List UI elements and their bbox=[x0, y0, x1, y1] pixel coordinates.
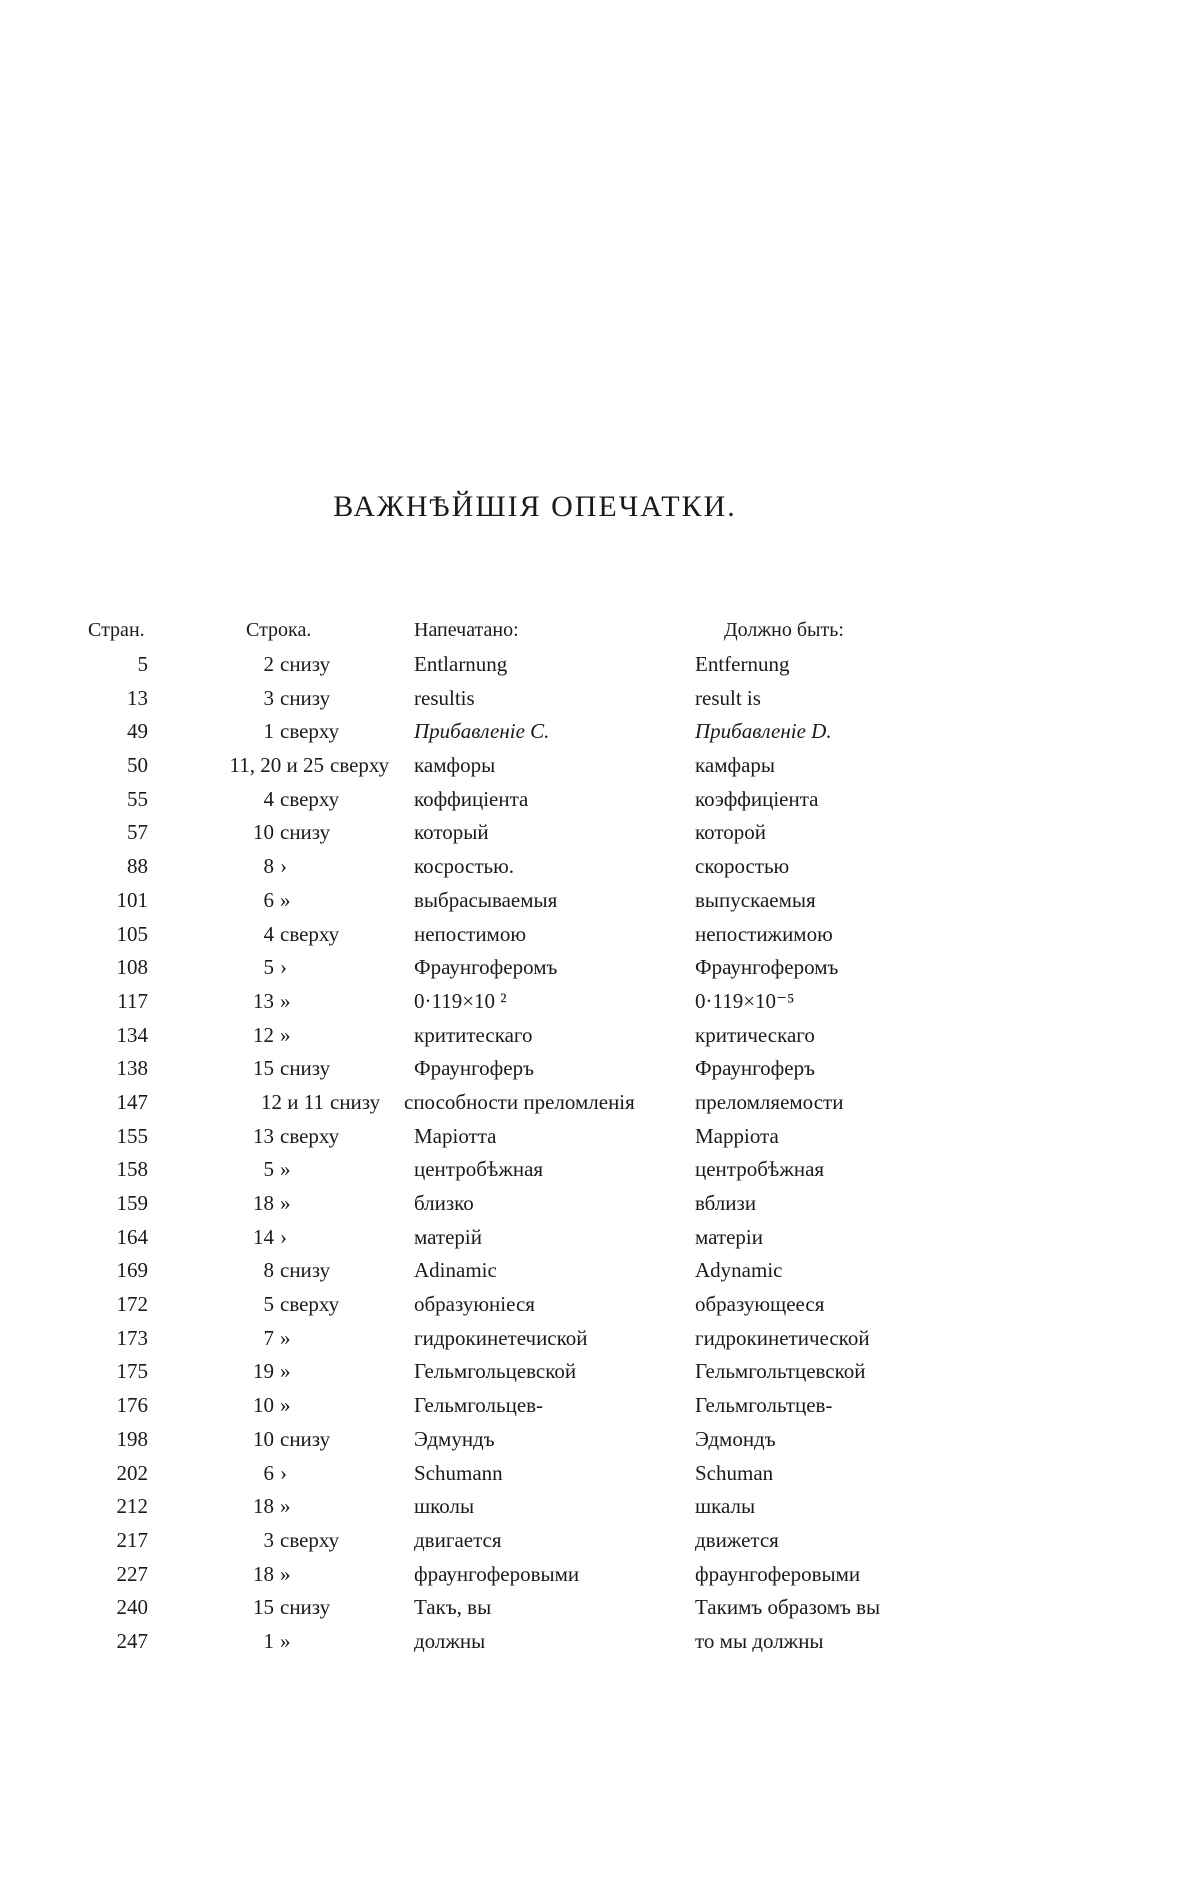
line-number: 10 bbox=[253, 1393, 274, 1418]
line-number: 4 bbox=[263, 786, 274, 811]
page-number: 164 bbox=[116, 1224, 148, 1249]
correct-text: Schuman bbox=[695, 1460, 774, 1485]
printed-text: двигается bbox=[414, 1527, 502, 1552]
errata-table bbox=[84, 612, 984, 1659]
line-position: » bbox=[280, 1628, 291, 1653]
correct-text: Adynamic bbox=[695, 1258, 783, 1283]
printed-text: выбрасываемыя bbox=[414, 887, 558, 912]
line-position: › bbox=[280, 1224, 287, 1249]
line-number: 4 bbox=[263, 921, 274, 946]
line-position: » bbox=[280, 988, 291, 1013]
printed-text: коффиціента bbox=[414, 786, 529, 811]
line-number: 19 bbox=[253, 1359, 274, 1384]
table-row bbox=[84, 1254, 984, 1288]
line-position: сверху bbox=[280, 1527, 340, 1552]
table-row bbox=[84, 1423, 984, 1457]
line-number: 6 bbox=[263, 1460, 274, 1485]
table-row bbox=[84, 1355, 984, 1389]
page-number: 134 bbox=[116, 1022, 148, 1047]
printed-text: способности преломленія bbox=[404, 1089, 635, 1114]
correct-text: критическаго bbox=[695, 1022, 815, 1047]
correct-text: 0·119×10⁻⁵ bbox=[695, 988, 795, 1013]
table-row bbox=[84, 850, 984, 884]
correct-text: движется bbox=[695, 1527, 779, 1552]
correct-text: Гельмгольтцевской bbox=[695, 1359, 866, 1384]
correct-text: матеріи bbox=[695, 1224, 763, 1249]
line-position: сверху bbox=[280, 1292, 340, 1317]
line-position: снизу bbox=[280, 820, 331, 845]
correct-text: Гельмгольтцев- bbox=[695, 1393, 833, 1418]
page-number: 169 bbox=[116, 1258, 148, 1283]
line-position: » bbox=[280, 1191, 291, 1215]
correct-text: шкалы bbox=[695, 1494, 756, 1519]
line-number: 5 bbox=[263, 955, 274, 980]
correct-text: вблизи bbox=[695, 1191, 757, 1215]
printed-text: Entlarnung bbox=[414, 652, 508, 676]
line-number: 7 bbox=[263, 1325, 274, 1350]
page-number: 5 bbox=[137, 652, 148, 676]
table-row bbox=[84, 1558, 984, 1592]
page-number: 105 bbox=[116, 921, 148, 946]
line-position: › bbox=[280, 854, 287, 879]
correct-text: result is bbox=[695, 685, 761, 710]
page-number: 159 bbox=[116, 1191, 148, 1215]
line-number: 3 bbox=[263, 1527, 274, 1552]
printed-text: 0·119×10 ² bbox=[414, 988, 507, 1013]
correct-text: Такимъ образомъ вы bbox=[695, 1595, 881, 1620]
header-printed: Напечатано: bbox=[414, 619, 519, 641]
page-number: 50 bbox=[127, 753, 148, 778]
page-number: 49 bbox=[127, 719, 148, 744]
printed-text: который bbox=[414, 820, 489, 845]
table-row bbox=[84, 682, 984, 716]
correct-text: то мы должны bbox=[695, 1628, 824, 1653]
line-position: » bbox=[280, 1494, 291, 1519]
page-number: 101 bbox=[116, 887, 148, 912]
line-position: сверху bbox=[280, 786, 340, 811]
line-position: » bbox=[280, 1325, 291, 1350]
printed-text: Маріотта bbox=[414, 1123, 497, 1148]
correct-text: скоростью bbox=[695, 854, 790, 879]
line-number: 13 bbox=[253, 1123, 274, 1148]
table-row bbox=[84, 951, 984, 985]
page-number: 138 bbox=[116, 1056, 148, 1081]
correct-text: преломляемости bbox=[695, 1089, 844, 1114]
correct-text: непостижимою bbox=[695, 921, 833, 946]
printed-text: Такъ, вы bbox=[414, 1595, 492, 1620]
line-number: 10 bbox=[253, 820, 274, 845]
line-position: снизу bbox=[280, 685, 331, 710]
printed-text: Эдмундъ bbox=[414, 1426, 495, 1451]
line-position: снизу bbox=[280, 652, 331, 676]
printed-text: Прибавленіе С. bbox=[414, 719, 550, 744]
line-number: 8 bbox=[263, 1258, 274, 1283]
table-header bbox=[84, 612, 984, 648]
header-page: Стран. bbox=[88, 619, 145, 641]
correct-text: выпускаемыя bbox=[695, 887, 816, 912]
table-row bbox=[84, 1490, 984, 1524]
line-position: » bbox=[280, 1393, 291, 1418]
table-row bbox=[84, 985, 984, 1019]
line-position: снизу bbox=[280, 1595, 331, 1620]
page-number: 158 bbox=[116, 1157, 148, 1182]
page-number: 217 bbox=[116, 1527, 148, 1552]
line-number: 13 bbox=[253, 988, 274, 1013]
page-number: 247 bbox=[116, 1628, 148, 1653]
page-number: 88 bbox=[127, 854, 148, 879]
page-title: ВАЖНѢЙШІЯ ОПЕЧАТКИ. bbox=[333, 490, 737, 523]
header-line: Строка. bbox=[246, 619, 312, 641]
table-row bbox=[84, 1625, 984, 1659]
line-position: » bbox=[280, 1022, 291, 1047]
correct-text: Эдмондъ bbox=[695, 1426, 776, 1451]
page-number: 212 bbox=[116, 1494, 148, 1519]
correct-text: которой bbox=[695, 820, 766, 845]
printed-text: косростью. bbox=[414, 854, 515, 879]
correct-text: центробѣжная bbox=[695, 1157, 825, 1182]
table-row bbox=[84, 1019, 984, 1053]
table-row bbox=[84, 715, 984, 749]
errata-rows bbox=[84, 648, 984, 1659]
page-number: 240 bbox=[116, 1595, 148, 1620]
line-position: снизу bbox=[280, 1426, 331, 1451]
correct-text: Марріота bbox=[695, 1123, 779, 1148]
table-row bbox=[84, 1524, 984, 1558]
line-number: 15 bbox=[253, 1056, 274, 1081]
line-number: 1 bbox=[263, 719, 274, 744]
line-number: 12 и 11 bbox=[261, 1089, 324, 1114]
printed-text: камфоры bbox=[414, 753, 496, 778]
line-number: 5 bbox=[263, 1157, 274, 1182]
line-number: 8 bbox=[263, 854, 274, 879]
line-number: 3 bbox=[263, 685, 274, 710]
line-position: » bbox=[280, 887, 291, 912]
printed-text: образуюніеся bbox=[414, 1292, 535, 1317]
table-row bbox=[84, 1591, 984, 1625]
line-position: сверху bbox=[280, 1123, 340, 1148]
page-number: 117 bbox=[117, 988, 148, 1013]
line-position: » bbox=[280, 1359, 291, 1384]
correct-text: Entfernung bbox=[695, 652, 790, 676]
page-number: 172 bbox=[116, 1292, 148, 1317]
table-row bbox=[84, 1288, 984, 1322]
line-number: 18 bbox=[253, 1561, 274, 1586]
line-number: 18 bbox=[253, 1191, 274, 1215]
printed-text: школы bbox=[414, 1494, 475, 1519]
line-number: 18 bbox=[253, 1494, 274, 1519]
page-number: 108 bbox=[116, 955, 148, 980]
line-number: 14 bbox=[253, 1224, 274, 1249]
line-position: сверху bbox=[280, 921, 340, 946]
line-position: » bbox=[280, 1561, 291, 1586]
page-number: 175 bbox=[116, 1359, 148, 1384]
table-row bbox=[84, 783, 984, 817]
printed-text: близко bbox=[414, 1191, 474, 1215]
printed-text: Schumann bbox=[414, 1460, 503, 1485]
page-number: 155 bbox=[116, 1123, 148, 1148]
line-number: 6 bbox=[263, 887, 274, 912]
correct-text: коэффиціента bbox=[695, 786, 819, 811]
page-number: 13 bbox=[127, 685, 148, 710]
table-row bbox=[84, 884, 984, 918]
correct-text: камфары bbox=[695, 753, 776, 778]
line-number: 11, 20 и 25 bbox=[229, 753, 324, 778]
header-correct: Должно быть: bbox=[724, 619, 844, 641]
page-number: 147 bbox=[116, 1089, 148, 1114]
page-number: 227 bbox=[116, 1561, 148, 1586]
line-number: 2 bbox=[263, 652, 274, 676]
correct-text: Фраунгоферомъ bbox=[695, 955, 839, 980]
table-row bbox=[84, 749, 984, 783]
correct-text: фраунгоферовыми bbox=[695, 1561, 861, 1586]
table-row bbox=[84, 1457, 984, 1491]
correct-text: Прибавленіе D. bbox=[695, 719, 832, 744]
line-number: 12 bbox=[253, 1022, 274, 1047]
line-number: 1 bbox=[263, 1628, 274, 1653]
page-number: 176 bbox=[116, 1393, 148, 1418]
table-row bbox=[84, 1322, 984, 1356]
printed-text: крититескаго bbox=[414, 1022, 533, 1047]
table-row bbox=[84, 816, 984, 850]
printed-text: фраунгоферовыми bbox=[414, 1561, 580, 1586]
page-number: 173 bbox=[116, 1325, 148, 1350]
line-number: 15 bbox=[253, 1595, 274, 1620]
line-position: сверху bbox=[280, 719, 340, 744]
correct-text: гидрокинетической bbox=[695, 1325, 870, 1350]
table-row bbox=[84, 1120, 984, 1154]
printed-text: должны bbox=[414, 1628, 486, 1653]
line-position: сверху bbox=[330, 753, 390, 778]
table-row bbox=[84, 648, 984, 682]
printed-text: resultis bbox=[414, 685, 475, 710]
printed-text: гидрокинетечиской bbox=[414, 1325, 588, 1350]
page-number: 57 bbox=[127, 820, 148, 845]
line-number: 10 bbox=[253, 1426, 274, 1451]
printed-text: Гельмгольцев- bbox=[414, 1393, 544, 1418]
page-number: 202 bbox=[116, 1460, 148, 1485]
line-position: снизу bbox=[330, 1089, 381, 1114]
table-row bbox=[84, 1389, 984, 1423]
printed-text: центробѣжная bbox=[414, 1157, 544, 1182]
printed-text: непостимою bbox=[414, 921, 527, 946]
table-row bbox=[84, 1052, 984, 1086]
line-position: › bbox=[280, 1460, 287, 1485]
correct-text: образующееся bbox=[695, 1292, 825, 1317]
line-position: снизу bbox=[280, 1258, 331, 1283]
table-row bbox=[84, 918, 984, 952]
line-position: » bbox=[280, 1157, 291, 1182]
line-position: снизу bbox=[280, 1056, 331, 1081]
page-number: 198 bbox=[116, 1426, 148, 1451]
correct-text: Фраунгоферъ bbox=[695, 1056, 815, 1081]
printed-text: Гельмгольцевской bbox=[414, 1359, 577, 1384]
page-number: 55 bbox=[127, 786, 148, 811]
table-row bbox=[84, 1153, 984, 1187]
table-row bbox=[84, 1086, 984, 1120]
printed-text: Фраунгоферъ bbox=[414, 1056, 534, 1081]
table-row bbox=[84, 1221, 984, 1255]
printed-text: Фраунгоферомъ bbox=[414, 955, 558, 980]
line-position: › bbox=[280, 955, 287, 980]
table-row bbox=[84, 1187, 984, 1221]
printed-text: Adinamic bbox=[414, 1258, 497, 1283]
line-number: 5 bbox=[263, 1292, 274, 1317]
printed-text: матерій bbox=[414, 1224, 482, 1249]
